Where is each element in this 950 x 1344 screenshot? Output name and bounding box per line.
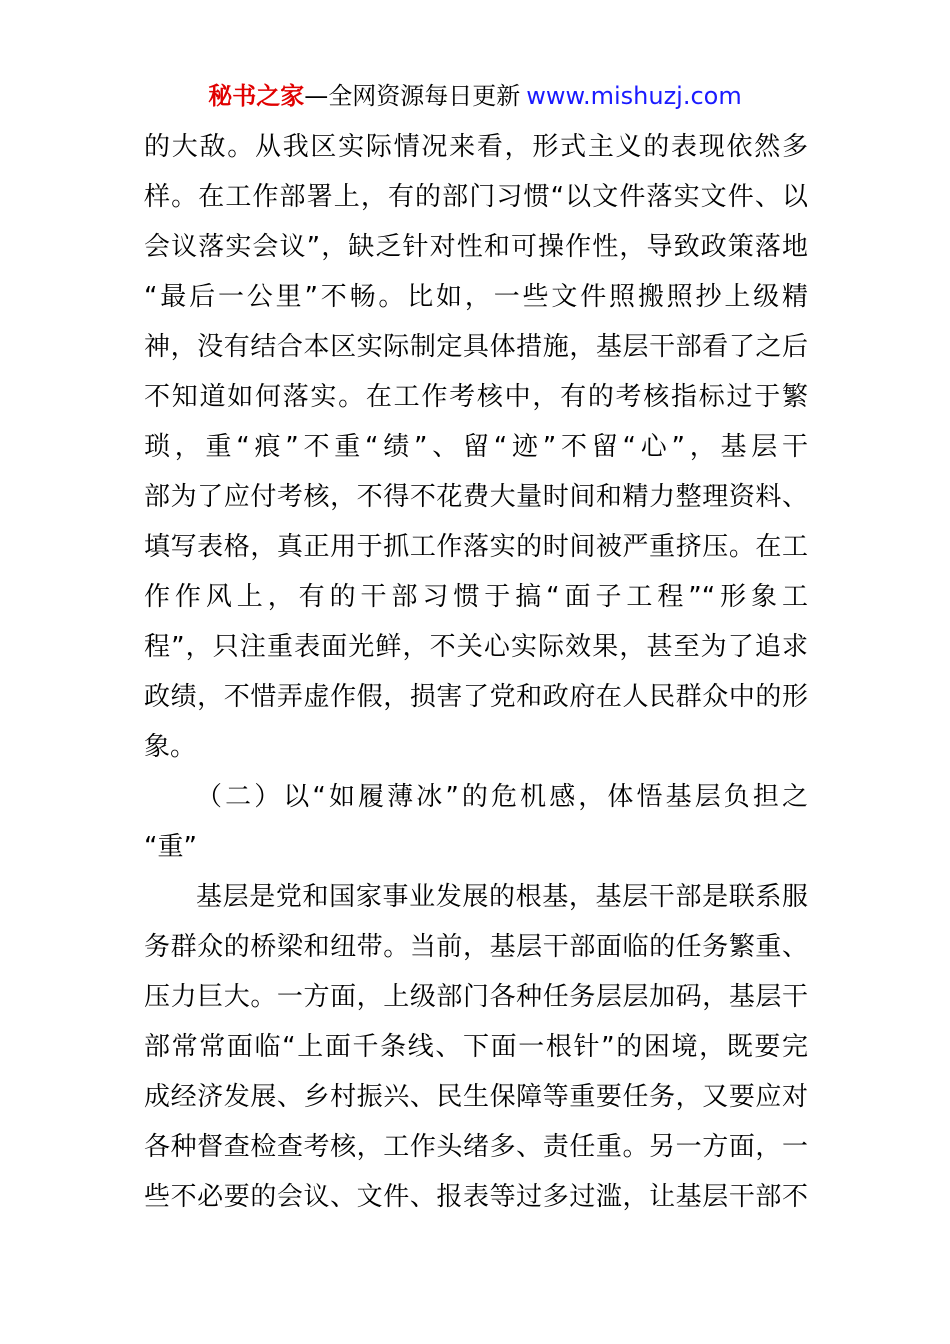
text-line: 压力巨大。一方面，上级部门各种任务层层加码，基层干 xyxy=(144,982,808,1012)
text-line: 填写表格，真正用于抓工作落实的时间被严重挤压。在工 xyxy=(144,532,808,562)
text-line: 不知道如何落实。在工作考核中，有的考核指标过于繁 xyxy=(144,382,808,412)
section-heading-end-line: “重” xyxy=(144,832,197,862)
section-heading-line: （二）以“如履薄冰”的危机感，体悟基层负担之 xyxy=(196,782,808,812)
paragraph-first-line: 基层是党和国家事业发展的根基，基层干部是联系服 xyxy=(196,882,808,912)
text-line: 部为了应付考核，不得不花费大量时间和精力整理资料、 xyxy=(144,482,808,512)
text-line: 程”，只注重表面光鲜，不关心实际效果，甚至为了追求 xyxy=(144,632,808,662)
text-line: 务群众的桥梁和纽带。当前，基层干部面临的任务繁重、 xyxy=(144,932,808,962)
paragraph-end-line: 象。 xyxy=(144,732,197,762)
text-line: 成经济发展、乡村振兴、民生保障等重要任务，又要应对 xyxy=(144,1082,808,1112)
text-line: 些不必要的会议、文件、报表等过多过滥，让基层干部不 xyxy=(144,1182,808,1212)
text-line: 神，没有结合本区实际制定具体措施，基层干部看了之后 xyxy=(144,332,808,362)
text-line: 的大敌。从我区实际情况来看，形式主义的表现依然多 xyxy=(144,132,808,162)
document-body xyxy=(144,122,808,1222)
text-line: “最后一公里”不畅。比如，一些文件照搬照抄上级精 xyxy=(144,282,808,312)
site-header xyxy=(0,78,950,114)
text-line: 作作风上，有的干部习惯于搞“面子工程”“形象工 xyxy=(144,582,808,612)
site-url-link[interactable]: www.mishuzj.com xyxy=(526,82,742,110)
site-tagline: —全网资源每日更新 xyxy=(304,82,521,110)
text-line: 各种督查检查考核，工作头绪多、责任重。另一方面，一 xyxy=(144,1132,808,1162)
site-brand: 秘书之家 xyxy=(208,82,305,110)
text-line: 样。在工作部署上，有的部门习惯“以文件落实文件、以 xyxy=(144,182,808,212)
text-line: 部常常面临“上面千条线、下面一根针”的困境，既要完 xyxy=(144,1032,808,1062)
text-line: 会议落实会议”，缺乏针对性和可操作性，导致政策落地 xyxy=(144,232,808,262)
text-line: 政绩，不惜弄虚作假，损害了党和政府在人民群众中的形 xyxy=(144,682,808,712)
text-line: 琐，重“痕”不重“绩”、留“迹”不留“心”，基层干 xyxy=(144,432,808,462)
